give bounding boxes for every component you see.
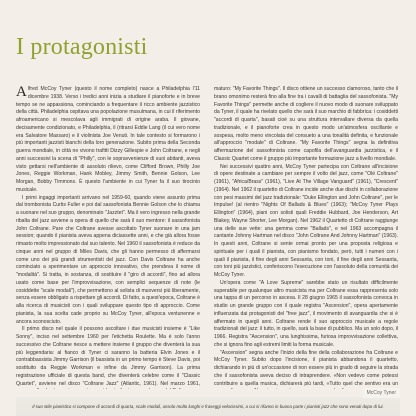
drop-cap: A bbox=[16, 86, 27, 100]
article-column-right bbox=[214, 86, 398, 389]
paragraph: "Ascension" segna anche l'inizio della fine della collaborazione fra Coltrane e McCoy Tyner. Subito dopo l'incisione, il pianista abbandona il quartetto, dichiarando in più di un'occasione di non essere più in grado di seguire la strada che il sassofonista aveva deciso di intraprendere. «Non vedevo come potessi contribuire a quella musica, dichiarerà più tardi, «Tutto quel che sentivo era un bbox=[214, 349, 398, 387]
page-title: I protagonisti bbox=[16, 34, 148, 60]
article-column-left bbox=[16, 86, 200, 389]
paragraph bbox=[16, 86, 200, 195]
paragraph-text: lfred McCoy Tyner (questo il nome completo) nasce a Philadelphia l'11 dicembre 1938. Verso i tredici anni inizia a studiare il pianoforte e in breve tempo se ne appassiona, cominciando a frequentare il ricco ambiente jazzistico della città. Philadelphia ospitava una popolazione musulmana, in cui il riferimento afroamericano si mescolava agli immigrati di origine araba. Il giovane, decisamente condizionato, e Philadelphia, il (ritrarsi Eddie Lang (il cui vero nome era Salvatore Massaro) e il violinista Joe Venuti. In tale contesto si formarono i più importanti jazzisti bianchi della loro generazione. Subito prima della Seconda guerra mondiale, in città ne vivono trafitti Dizzy Gillespie e John Coltrane, e negli anni successivi la scena di "Philly", con le sopravvenienze di suoi abitanti, aveva visto gettarsi nell'ambiente di assoluto rilievo, come Clifford Brown, Philly Joe Jones, Reggie Workman, Hank Mobley, Jimmy Smith, Bennie Golson, Lee Morgan, Bobby Timmons. È questo l'ambiente in cui Tyner fa il suo tirocinio musicale. bbox=[16, 86, 200, 193]
paragraph: maturo: "My Favorite Things". Il disco ottiene un successo clamoroso, tanto che il brano omonimo resterà fino alla fine tra i cavalli di battaglia del sassofonista. "My Favorite Things" permette anche di cogliere il nuovo modo di suonare sviluppato da Tyner, il quale ha rivelato quello che sarà il suo marchio di fabbrica: i cosiddetti "accordi di quarta", basati cioè su una struttura intervallare diversa da quella tradizionale, e il pianoforte crea in questo modo un'atmosfera oscillante e sospesa, molto meno vincolata del consueto a una tonalità definita, e funzionale all'approccio "modale" di Coltrane. "My Favorite Things" segna la definitiva affermazione del sassofonista come capofila dell'avanguardia jazzistica, e il Classic Quartet come il gruppo più importante formazione jazz a livello mondiale. bbox=[214, 86, 398, 162]
photo-caption: Il suo stile pianistico si compone di accordi di quarta, scale modali, assolo molto lunghi e fraseggi velocissimi, a cui si rifanno in buona parte i pianisti jazz che sono venuti dopo di lui. bbox=[16, 397, 400, 416]
paragraph: I primi ingaggi importanti arrivano nel 1959-60, quando viene assunto prima dal trombonista Curtis Fuller e poi dal sassofonista Bennie Golson che lo chiama a suonare nel suo gruppo, denominato "Jazztet". Ma il vero ingresso nella grande ribalta del jazz avviene a opera di quello che sarà il suo mentore: il sassofonista John Coltrane. Pare che Coltrane avesse ascoltato Tyner suonare in una jam session; quando il pianista aveva appena diciassette anni, e che già allora fosse rimasto molto impressionato dal suo talento. Nel 1960 il sassofonista è reduce da cinque anni nel gruppo di Miles Davis, che gli hanno permesso di affermarsi come uno dei più grandi strumentisti del jazz. Con Davis Coltrane ha anche cominciato a sperimentare un approccio innovativo, che prendeva il nome di "modalità". Si tratta, in sostanza, di sostituire il "giro di accordi", fino ad allora usato come base per l'improvvisazione, con semplici sequenze di note (le cosiddette "scale modali"), che permettono al solista di muoversi più liberamente, senza essere obbligato a rispettare gli accordi. Di fatto, a quest'epoca, Coltrane è alla ricerca di musicisti con i quali sviluppare questo tipo di approccio. Come pianista, la sua scelta cade proprio su McCoy Tyner, all'epoca ventunenne e ancora sconosciuto. bbox=[16, 194, 200, 325]
paragraph: Il primo disco nel quale il possono ascoltare i due musicisti insieme è "Like Sonny", inciso nel settembre 1960 per l'etichetta Roulette. Ma è solo l'anno successivo che Coltrane riesce a mettere insieme il gruppo che diventerà la sua più leggendaria: al fianco di Tyner ci saranno la batteria Elvin Jones e il contrabbassista Jimmy Garrison (il bassista in un primo tempo è Steve Davis, poi sostituito da Reggie Workman e infine da Jimmy Garrison). La prima registrazione ufficiale di questa band, che diventerà celebre come il "Classic Quartet", avviene nel disco "Coltrane Jazz" (Atlantic, 1961). Nel marzo 1961, bbox=[16, 326, 200, 387]
paragraph: Nei successivi quattro anni, McCoy Tyner partecipa con Coltrane all'incisione di opere destinate a cambiare per sempre il volto del jazz, come "Olé Coltrane" (1961), "Africa/Brass" (1961), "Live At The Village Vanguard" (1961), "Crescent" (1964). Nel 1962 il quartetto di Coltrane incide anche due dischi in collaborazione con pesi massimi del jazz tradizionale: "Duke Ellington and John Coltrane", per le Impulse! (al rientro "Nights Of Ballads & Blues" (1963); "McCoy Tyner Plays Ellington" (1964), piani con solisti quali Freddie Hubbard, Joe Henderson, Art Blakey, Wayne Shorter, Lee Morgan). Nel 1962 il Quartetto di Coltrane raggiunge una delle sue vette: una gemma come "Ballads", e nel 1963 accompagna il cantante Johnny Hartman nel disco "John Coltrane And Johnny Hartman" (1963). In questi anni, Coltrane si sente ormai pronto per una proposta religiosa e spirituale per i quali il pianista, con pianismo fondato, però, tutti i numeri con i quali il pianista, il fine degli anni Sessanta, con toni, il fine degli anni Sessanta, con toni più jazzistici, conferiscono l'esecuzione con l'assoluto della comunità dei McCoy Tyner. bbox=[214, 163, 398, 278]
paragraph: Un'opera come "A Love Supreme" sarebbe stato un risultato difficilmente superabile per qualunque altro musicista ma per Coltrane essa rappresenta solo una tappa di un percorso in ascesa. Il 28 giugno 1965 il sassofonista convoca in studio un grande gruppo con il quale registra "Ascension", opera apertamente influenzata dai protagonisti del "free jazz", il movimento di avanguardia che si è affermato in quegli anni. Coltrane rende il suo approccio musicale a regole tradizionali del jazz: il tutto, in quello, sarà la base di pubblico. Ma un solo dopo, il 1966. Registra "Ascension", una lunghissima, furiosa improvvisazione collettiva, che si ignora fino agli estremi limiti la forma musicale. bbox=[214, 279, 398, 348]
photo-label: McCoy Tyner bbox=[363, 388, 400, 398]
